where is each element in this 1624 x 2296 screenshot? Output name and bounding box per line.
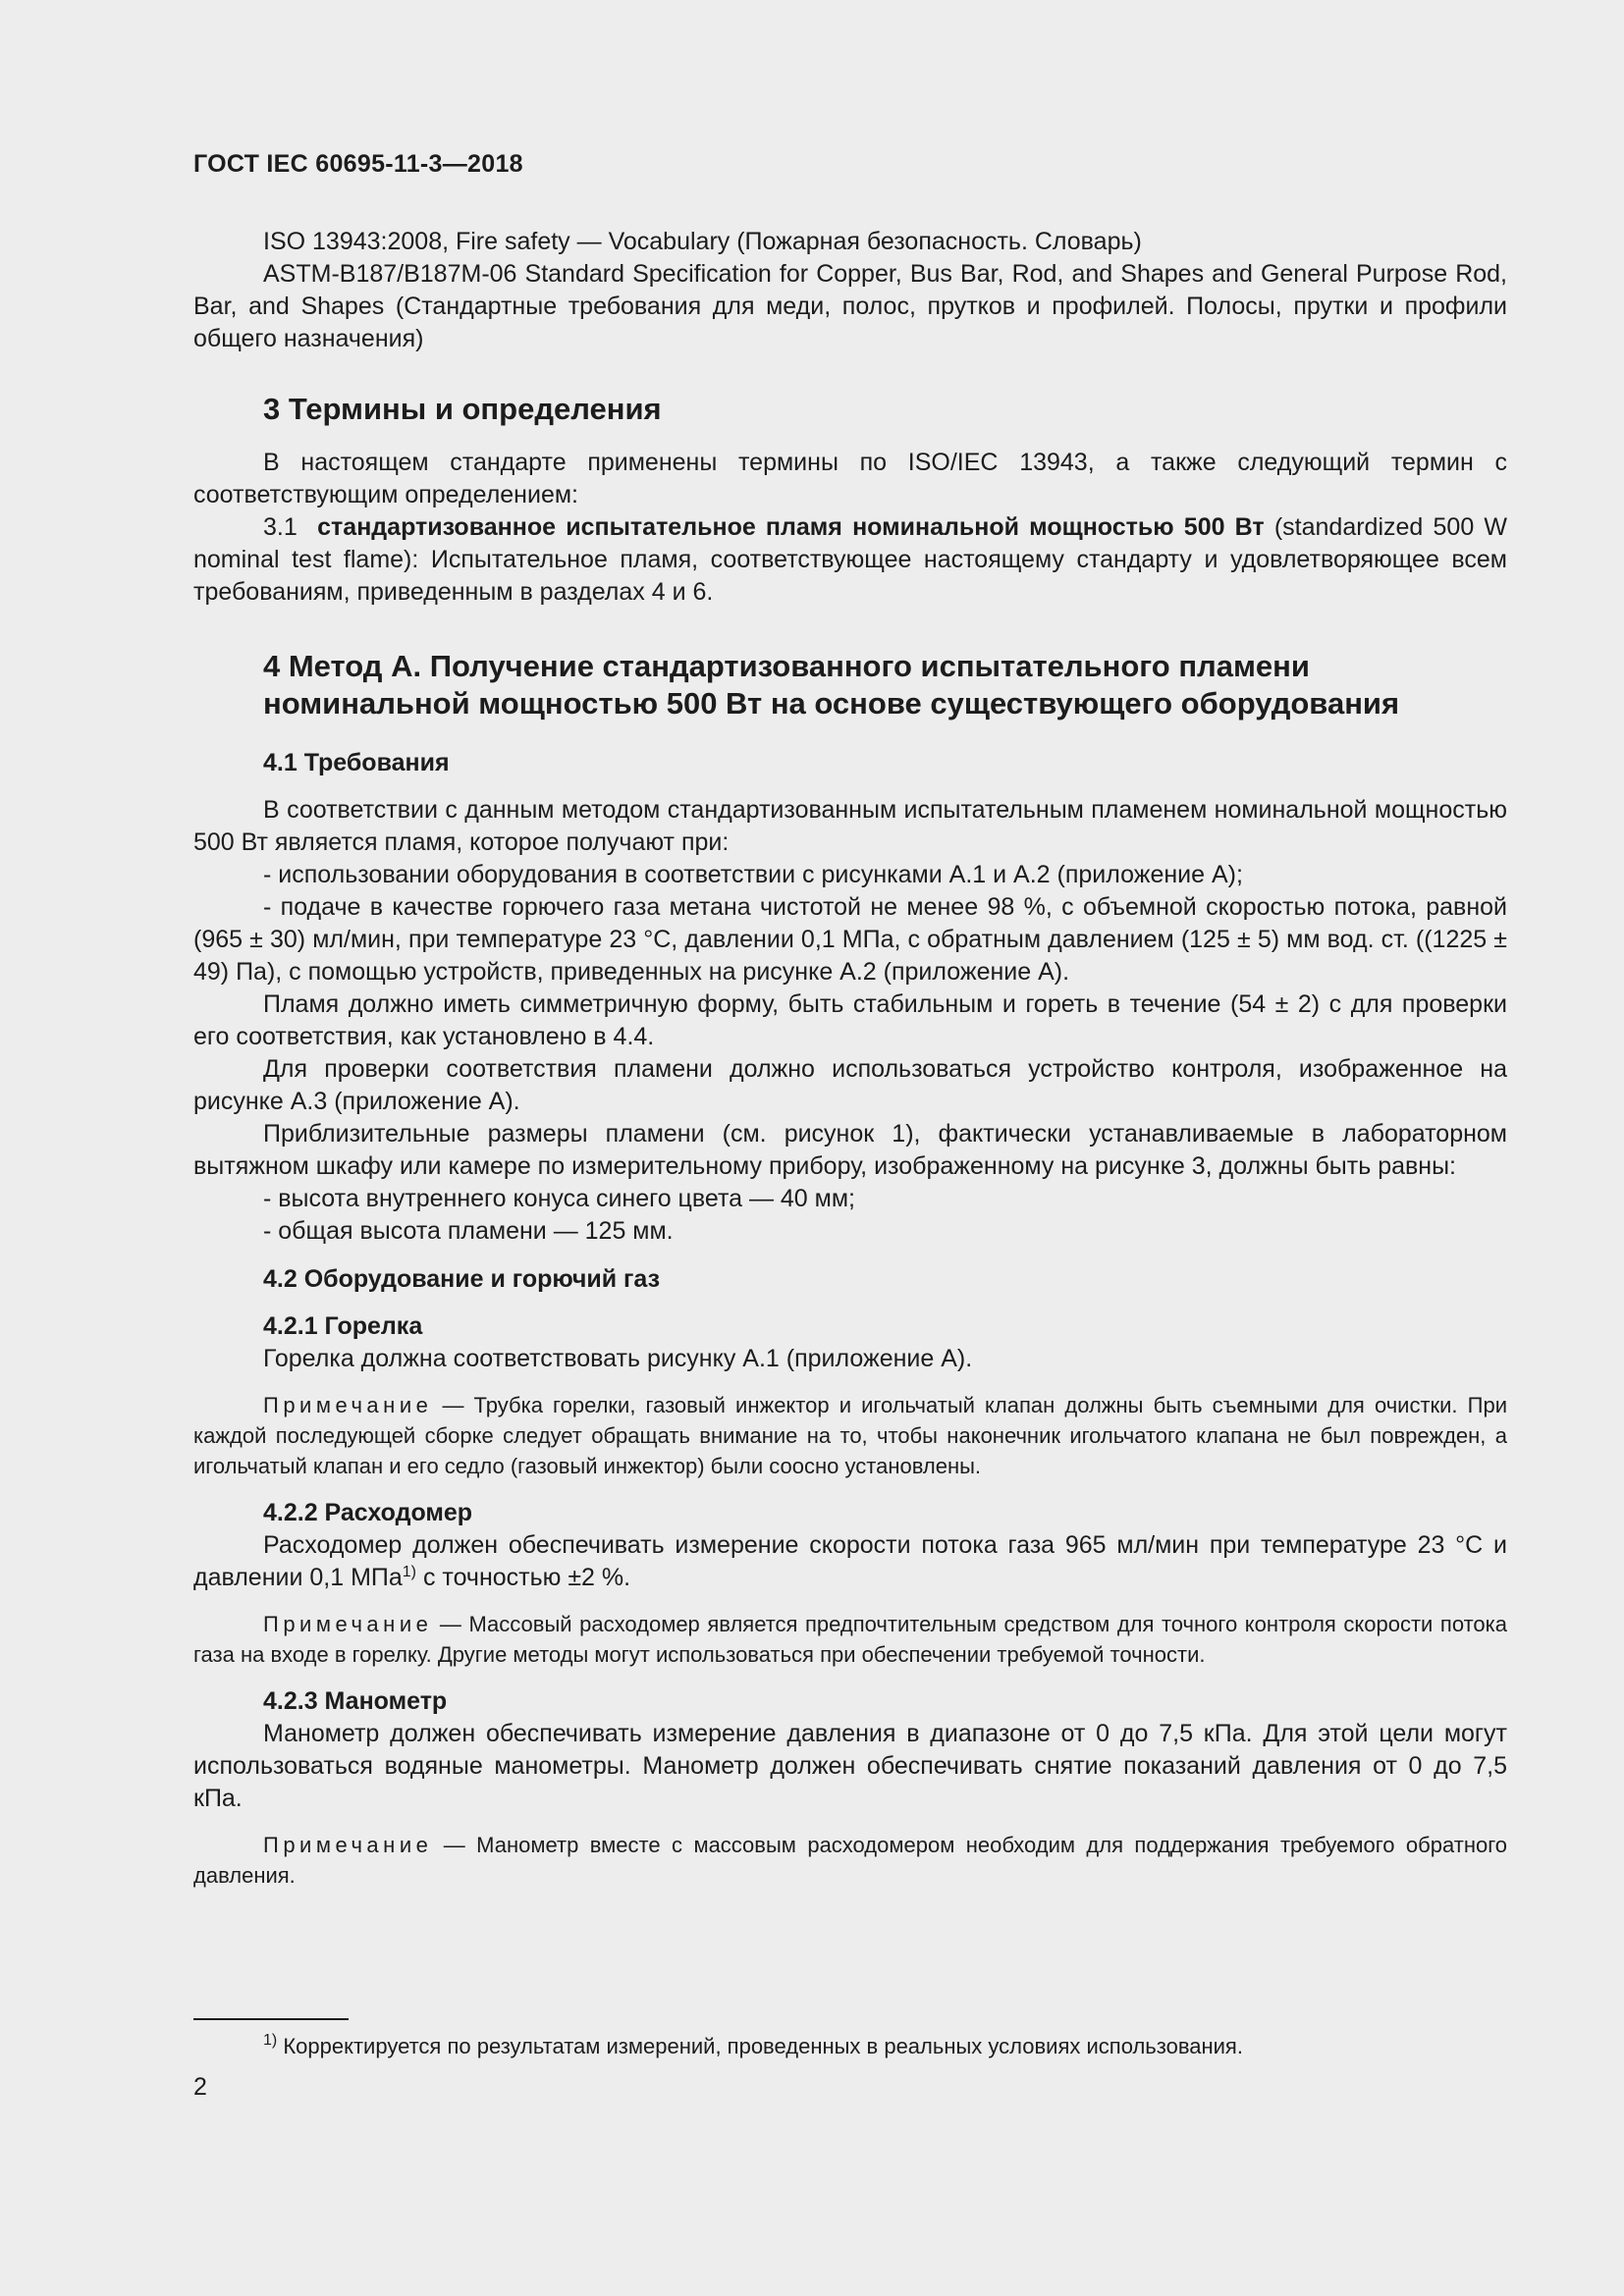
paragraph: Горелка должна соответствовать рисунку А.1 (приложение А). (263, 1345, 973, 1372)
subsection-4-2-heading: 4.2 Оборудование и горючий газ (263, 1265, 661, 1293)
list-item: - использовании оборудования в соответствии с рисунками А.1 и А.2 (приложение А); (263, 861, 1243, 888)
footnote-divider (193, 2018, 349, 2020)
subsection-4-2-1-heading: 4.2.1 Горелка (263, 1312, 423, 1340)
note (193, 1609, 1507, 1670)
note-text: — Манометр вместе с массовым расходомером необходим для поддержания требуемого обратного давления. (193, 1833, 1507, 1888)
page-body (193, 226, 1507, 1891)
note-text: — Массовый расходомер является предпочтительным средством для точного контроля скорости потока газа на входе в горелку. Другие методы могут использоваться при обеспечении требуемой точности. (193, 1612, 1507, 1667)
note-label: Примечание (263, 1833, 433, 1857)
note-label: Примечание (263, 1393, 433, 1417)
note (193, 1390, 1507, 1481)
section-3-intro: В настоящем стандарте применены термины по ISO/IEC 13943, а также следующий термин с соответствующим определением: (193, 449, 1507, 508)
section-4-heading: 4 Метод А. Получение стандартизованного испытательного пламени номинальной мощностью 500 Вт на основе существующего оборудования (263, 649, 1400, 721)
footnote-reference[interactable]: 1) (402, 1564, 417, 1580)
paragraph: Манометр должен обеспечивать измерение давления в диапазоне от 0 до 7,5 кПа. Для этой цели могут использоваться водяные манометры. Манометр должен обеспечивать снятие показаний давления от 0 до 7,5 кПа. (193, 1720, 1507, 1812)
footnote (263, 2031, 1243, 2061)
paragraph: Приблизительные размеры пламени (см. рисунок 1), фактически устанавливаемые в лабораторном вытяжном шкафу или камере по измерительному прибору, изображенному на рисунке 3, должны быть равны: (193, 1120, 1507, 1180)
page-number: 2 (193, 2073, 207, 2101)
paragraph: Пламя должно иметь симметричную форму, быть стабильным и гореть в течение (54 ± 2) с для проверки его соответствия, как установлено в 4.4. (193, 990, 1507, 1050)
paragraph-text: с точностью ±2 %. (416, 1564, 631, 1591)
paragraph (193, 1529, 1507, 1594)
list-item: - высота внутреннего конуса синего цвета — 40 мм; (263, 1185, 855, 1212)
term-3-1 (193, 511, 1507, 609)
reference-astm: ASTM-B187/B187M-06 Standard Specification for Copper, Bus Bar, Rod, and Shapes and General Purpose Rod, Bar, and Shapes (Стандартные требования для меди, полос, прутков и профилей. Полосы, прутки и профили общего назначения) (193, 260, 1507, 352)
footnote-text: Корректируется по результатам измерений, проведенных в реальных условиях использования. (277, 2034, 1243, 2058)
reference-iso: ISO 13943:2008, Fire safety — Vocabulary (Пожарная безопасность. Словарь) (263, 228, 1142, 255)
subsection-4-2-2-heading: 4.2.2 Расходомер (263, 1499, 473, 1526)
term-title: стандартизованное испытательное пламя номинальной мощностью 500 Вт (317, 513, 1265, 541)
term-number: 3.1 (263, 513, 318, 541)
section-3-heading: 3 Термины и определения (263, 392, 662, 426)
note (193, 1830, 1507, 1891)
note-label: Примечание (263, 1612, 433, 1636)
list-item: - общая высота пламени — 125 мм. (263, 1217, 674, 1245)
paragraph: В соответствии с данным методом стандартизованным испытательным пламенем номинальной мощностью 500 Вт является пламя, которое получают при: (193, 796, 1507, 856)
term-definition: (standardized 500 W nominal test flame): Испытательное пламя, соответствующее настоящему стандарту и удовлетворяющее всем требованиям, приведенным в разделах 4 и 6. (193, 513, 1507, 606)
subsection-4-2-3-heading: 4.2.3 Манометр (263, 1687, 448, 1715)
document-header: ГОСТ IEC 60695-11-3—2018 (193, 150, 523, 178)
note-text: — Трубка горелки, газовый инжектор и игольчатый клапан должны быть съемными для очистки. При каждой последующей сборке следует обращать внимание на то, чтобы наконечник игольчатого клапана не был поврежден, а игольчатый клапан и его седло (газовый инжектор) были соосно установлены. (193, 1393, 1507, 1478)
paragraph: Для проверки соответствия пламени должно использоваться устройство контроля, изображенное на рисунке А.3 (приложение А). (193, 1055, 1507, 1115)
list-item: - подаче в качестве горючего газа метана чистотой не менее 98 %, с объемной скоростью потока, равной (965 ± 30) мл/мин, при температуре 23 °С, давлении 0,1 МПа, с обратным давлением (125 ± 5) мм вод. ст. ((1225 ± 49) Па), с помощью устройств, приведенных на рисунке А.2 (приложение А). (193, 893, 1507, 986)
subsection-4-1-heading: 4.1 Требования (263, 749, 450, 776)
footnote-mark: 1) (263, 2032, 278, 2049)
paragraph-text: Расходомер должен обеспечивать измерение скорости потока газа 965 мл/мин при температуре 23 °С и давлении 0,1 МПа (193, 1531, 1507, 1591)
